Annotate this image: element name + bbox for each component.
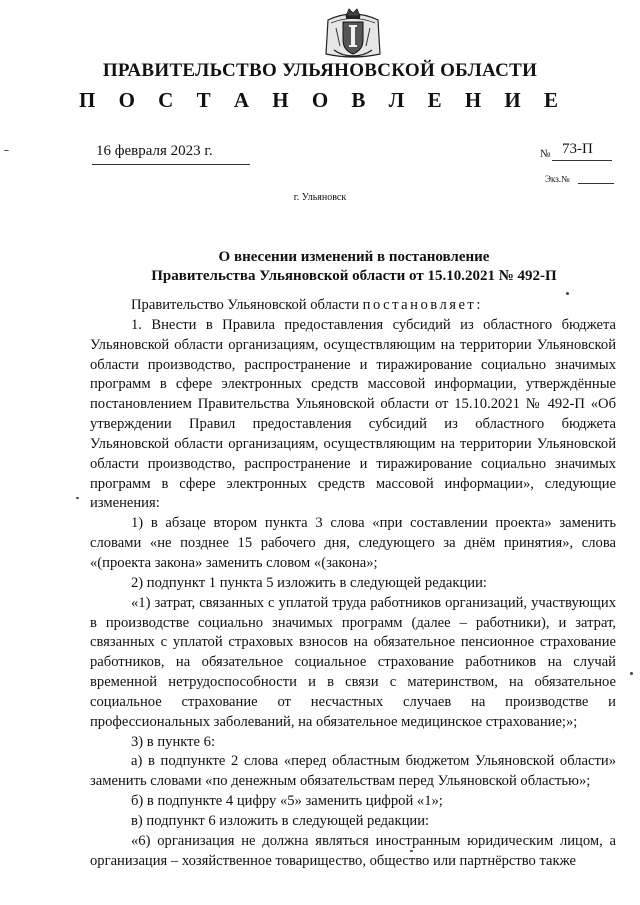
preamble-verb: постановляет	[362, 297, 477, 313]
city: г. Ульяновск	[293, 192, 347, 203]
copy-number-label: Экз.№	[545, 174, 570, 184]
preamble	[90, 296, 616, 316]
paragraph-7: б) в подпункте 4 цифру «5» заменить цифрой «1»;	[131, 793, 443, 810]
paragraph-1: 1. Внести в Правила предоставления субсидий из областного бюджета Ульяновской области организациям, осуществляющим на территории Ульяновской области производство, распространение и тиражирование социально значимых программ в сфере электронных средств массовой информации, утверждённые постановлением Правительства Ульяновской области от 15.10.2021 № 492-П «Об утверждении Правил предоставления субсидий из областного бюджета Ульяновской области организациям, осуществляющим на территории Ульяновской области производство, распространение и тиражирование социально значимых программ в сфере электронных средств массовой информации», следующие изменения:	[90, 316, 616, 512]
preamble-start: Правительство Ульяновской области	[131, 297, 363, 313]
date-underline	[92, 164, 250, 165]
scan-speck	[566, 292, 569, 295]
paragraph-6: а) в подпункте 2 слова «перед областным бюджетом Ульяновской области» заменить словами «по денежным обязательствам перед Ульяновской областью»;	[90, 753, 616, 790]
document-body	[90, 296, 616, 871]
document-number-label: №	[540, 148, 551, 160]
document-number: 73-П	[562, 141, 593, 157]
paragraph-2: 1) в абзаце втором пункта 3 слова «при составлении проекта» заменить словами «не позднее 15 рабочего дня, следующего за днём принятия», слова «(проекта закона» заменить словом «(закона»;	[90, 515, 616, 571]
preamble-end: :	[476, 297, 481, 313]
scan-speck	[630, 672, 633, 675]
paragraph-8: в) подпункт 6 изложить в следующей редакции:	[131, 812, 430, 829]
coat-of-arms-icon	[322, 6, 384, 60]
document-subject	[0, 248, 640, 286]
paragraph-5: 3) в пункте 6:	[131, 733, 216, 750]
paragraph-3: 2) подпункт 1 пункта 5 изложить в следующей редакции:	[131, 574, 487, 591]
government-title: ПРАВИТЕЛЬСТВО УЛЬЯНОВСКОЙ ОБЛАСТИ	[102, 60, 538, 81]
scan-speck	[76, 497, 79, 499]
document-type: П О С Т А Н О В Л Е Н И Е	[78, 88, 567, 112]
paragraph-4: «1) затрат, связанных с уплатой труда работников организаций, участвующих в производстве социально значимых программ (далее – работники), и затрат, связанных с уплатой страховых взносов на обязательное пенсионное страхование работников, на обязательное социальное страхование работников на случай временной нетрудоспособности и в связи с материнством, на обязательное социальное страхование от несчастных случаев на производстве и профессиональных заболеваний, на обязательное медицинское страхование;»;	[90, 594, 616, 730]
document-date: 16 февраля 2023 г.	[96, 143, 213, 159]
number-underline	[552, 160, 612, 161]
scan-speck	[4, 150, 9, 151]
subject-line-1: О внесении изменений в постановление	[218, 249, 490, 265]
paragraph-9: «6) организация не должна являться иностранным юридическим лицом, а организация – хозяйственное товарищество, общество или партнёрство также	[90, 832, 616, 869]
subject-line-2: Правительства Ульяновской области от 15.10.2021 № 492-П	[151, 268, 557, 284]
scan-speck	[410, 850, 413, 852]
copy-number-line	[578, 183, 614, 184]
